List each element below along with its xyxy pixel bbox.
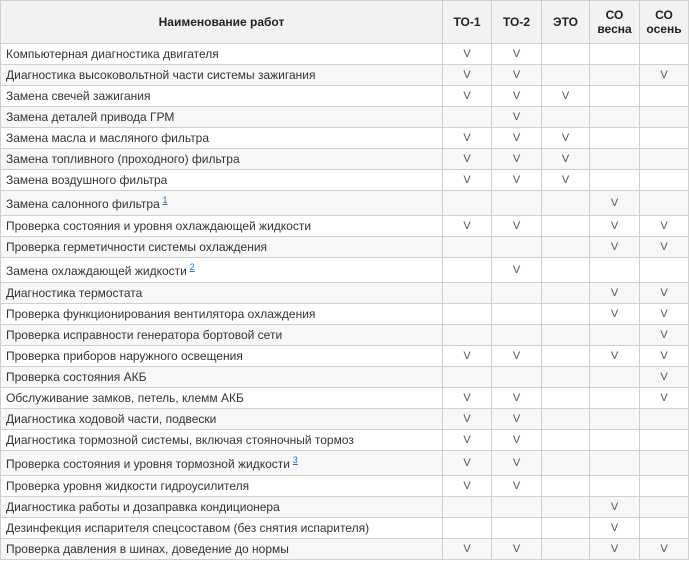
check-mark-cell: V bbox=[443, 476, 492, 497]
empty-cell bbox=[492, 367, 542, 388]
check-mark-cell: V bbox=[492, 539, 542, 560]
empty-cell bbox=[542, 191, 590, 216]
empty-cell bbox=[492, 191, 542, 216]
check-mark-cell: V bbox=[590, 497, 640, 518]
header-so-autumn: СО осень bbox=[640, 1, 689, 44]
table-row bbox=[1, 44, 689, 65]
empty-cell bbox=[590, 149, 640, 170]
empty-cell bbox=[443, 191, 492, 216]
empty-cell bbox=[443, 107, 492, 128]
work-name: Диагностика ходовой части, подвески bbox=[6, 412, 217, 426]
check-mark-cell: V bbox=[590, 346, 640, 367]
check-mark-cell: V bbox=[542, 170, 590, 191]
empty-cell bbox=[542, 476, 590, 497]
check-mark-cell: V bbox=[492, 128, 542, 149]
work-name-cell bbox=[1, 170, 443, 191]
check-mark-cell: V bbox=[542, 86, 590, 107]
check-mark-cell: V bbox=[443, 409, 492, 430]
check-mark-cell: V bbox=[443, 170, 492, 191]
check-mark-cell: V bbox=[590, 304, 640, 325]
empty-cell bbox=[492, 237, 542, 258]
check-mark-cell: V bbox=[590, 216, 640, 237]
table-row bbox=[1, 86, 689, 107]
check-mark-cell: V bbox=[640, 237, 689, 258]
check-mark-cell: V bbox=[492, 258, 542, 283]
empty-cell bbox=[590, 258, 640, 283]
work-name: Проверка герметичности системы охлаждения bbox=[6, 240, 268, 254]
empty-cell bbox=[590, 430, 640, 451]
empty-cell bbox=[640, 409, 689, 430]
table-row bbox=[1, 216, 689, 237]
empty-cell bbox=[590, 388, 640, 409]
empty-cell bbox=[640, 518, 689, 539]
header-work-name: Наименование работ bbox=[1, 1, 443, 44]
check-mark-cell: V bbox=[590, 518, 640, 539]
empty-cell bbox=[542, 283, 590, 304]
empty-cell bbox=[542, 346, 590, 367]
table-row bbox=[1, 107, 689, 128]
work-name-cell bbox=[1, 191, 443, 216]
check-mark-cell: V bbox=[443, 216, 492, 237]
check-mark-cell: V bbox=[590, 191, 640, 216]
check-mark-cell: V bbox=[590, 539, 640, 560]
table-row bbox=[1, 191, 689, 216]
check-mark-cell: V bbox=[443, 44, 492, 65]
work-name: Замена свечей зажигания bbox=[6, 89, 151, 103]
work-name-cell bbox=[1, 451, 443, 476]
empty-cell bbox=[443, 367, 492, 388]
empty-cell bbox=[590, 409, 640, 430]
header-to2: ТО-2 bbox=[492, 1, 542, 44]
table-row bbox=[1, 409, 689, 430]
table-row bbox=[1, 388, 689, 409]
empty-cell bbox=[443, 237, 492, 258]
check-mark-cell: V bbox=[492, 107, 542, 128]
empty-cell bbox=[542, 539, 590, 560]
check-mark-cell: V bbox=[443, 388, 492, 409]
table-row bbox=[1, 539, 689, 560]
work-name: Проверка исправности генератора бортовой сети bbox=[6, 328, 283, 342]
work-name-cell bbox=[1, 44, 443, 65]
empty-cell bbox=[590, 367, 640, 388]
empty-cell bbox=[542, 65, 590, 86]
check-mark-cell: V bbox=[542, 149, 590, 170]
check-mark-cell: V bbox=[492, 388, 542, 409]
work-name-cell bbox=[1, 539, 443, 560]
empty-cell bbox=[492, 518, 542, 539]
work-name: Замена салонного фильтра bbox=[6, 197, 160, 211]
empty-cell bbox=[542, 237, 590, 258]
empty-cell bbox=[542, 409, 590, 430]
empty-cell bbox=[590, 128, 640, 149]
empty-cell bbox=[590, 451, 640, 476]
check-mark-cell: V bbox=[492, 86, 542, 107]
check-mark-cell: V bbox=[640, 216, 689, 237]
empty-cell bbox=[542, 388, 590, 409]
empty-cell bbox=[443, 283, 492, 304]
empty-cell bbox=[542, 107, 590, 128]
work-name: Замена воздушного фильтра bbox=[6, 173, 168, 187]
table-row bbox=[1, 367, 689, 388]
work-name: Диагностика термостата bbox=[6, 286, 143, 300]
check-mark-cell: V bbox=[492, 44, 542, 65]
empty-cell bbox=[443, 325, 492, 346]
check-mark-cell: V bbox=[492, 346, 542, 367]
check-mark-cell: V bbox=[492, 216, 542, 237]
empty-cell bbox=[640, 476, 689, 497]
table-row bbox=[1, 518, 689, 539]
empty-cell bbox=[640, 86, 689, 107]
empty-cell bbox=[492, 304, 542, 325]
check-mark-cell: V bbox=[492, 65, 542, 86]
empty-cell bbox=[492, 497, 542, 518]
work-name-cell bbox=[1, 149, 443, 170]
work-name: Компьютерная диагностика двигателя bbox=[6, 47, 219, 61]
empty-cell bbox=[640, 107, 689, 128]
empty-cell bbox=[542, 430, 590, 451]
work-name: Проверка уровня жидкости гидроусилителя bbox=[6, 479, 250, 493]
empty-cell bbox=[443, 304, 492, 325]
check-mark-cell: V bbox=[640, 346, 689, 367]
work-name-cell bbox=[1, 304, 443, 325]
header-so-spring: СО весна bbox=[590, 1, 640, 44]
empty-cell bbox=[542, 367, 590, 388]
empty-cell bbox=[590, 86, 640, 107]
table-row bbox=[1, 237, 689, 258]
empty-cell bbox=[443, 258, 492, 283]
check-mark-cell: V bbox=[492, 451, 542, 476]
check-mark-cell: V bbox=[590, 283, 640, 304]
footnote-link[interactable]: 3 bbox=[292, 455, 298, 465]
check-mark-cell: V bbox=[443, 346, 492, 367]
header-eto: ЭТО bbox=[542, 1, 590, 44]
empty-cell bbox=[640, 497, 689, 518]
check-mark-cell: V bbox=[640, 325, 689, 346]
table-row bbox=[1, 346, 689, 367]
check-mark-cell: V bbox=[492, 170, 542, 191]
table-row bbox=[1, 170, 689, 191]
check-mark-cell: V bbox=[443, 430, 492, 451]
empty-cell bbox=[590, 65, 640, 86]
table-row bbox=[1, 258, 689, 283]
table-header-row bbox=[1, 1, 689, 44]
check-mark-cell: V bbox=[590, 237, 640, 258]
work-name-cell bbox=[1, 388, 443, 409]
table-row bbox=[1, 430, 689, 451]
empty-cell bbox=[640, 451, 689, 476]
empty-cell bbox=[542, 304, 590, 325]
work-name-cell bbox=[1, 409, 443, 430]
work-name: Проверка приборов наружного освещения bbox=[6, 349, 243, 363]
table-row bbox=[1, 283, 689, 304]
work-name: Обслуживание замков, петель, клемм АКБ bbox=[6, 391, 244, 405]
table-row bbox=[1, 476, 689, 497]
work-name: Проверка давления в шинах, доведение до нормы bbox=[6, 542, 289, 556]
check-mark-cell: V bbox=[640, 539, 689, 560]
work-name: Замена топливного (проходного) фильтра bbox=[6, 152, 240, 166]
empty-cell bbox=[590, 107, 640, 128]
empty-cell bbox=[640, 258, 689, 283]
empty-cell bbox=[590, 170, 640, 191]
work-name-cell bbox=[1, 283, 443, 304]
empty-cell bbox=[590, 476, 640, 497]
check-mark-cell: V bbox=[640, 388, 689, 409]
empty-cell bbox=[542, 325, 590, 346]
check-mark-cell: V bbox=[542, 128, 590, 149]
work-name: Проверка состояния и уровня тормозной жидкости bbox=[6, 457, 290, 471]
check-mark-cell: V bbox=[640, 367, 689, 388]
empty-cell bbox=[590, 44, 640, 65]
work-name: Диагностика тормозной системы, включая стояночный тормоз bbox=[6, 433, 354, 447]
empty-cell bbox=[542, 518, 590, 539]
work-name: Диагностика высоковольтной части системы зажигания bbox=[6, 68, 316, 82]
work-name-cell bbox=[1, 476, 443, 497]
empty-cell bbox=[443, 518, 492, 539]
empty-cell bbox=[443, 497, 492, 518]
work-name-cell bbox=[1, 497, 443, 518]
check-mark-cell: V bbox=[443, 539, 492, 560]
check-mark-cell: V bbox=[640, 65, 689, 86]
work-name: Дезинфекция испарителя спецсоставом (без снятия испарителя) bbox=[6, 521, 370, 535]
work-name: Замена охлаждающей жидкости bbox=[6, 264, 187, 278]
check-mark-cell: V bbox=[443, 128, 492, 149]
table-row bbox=[1, 451, 689, 476]
table-row bbox=[1, 304, 689, 325]
check-mark-cell: V bbox=[443, 451, 492, 476]
check-mark-cell: V bbox=[443, 65, 492, 86]
table-row bbox=[1, 497, 689, 518]
work-name: Диагностика работы и дозаправка кондиционера bbox=[6, 500, 280, 514]
check-mark-cell: V bbox=[640, 283, 689, 304]
check-mark-cell: V bbox=[443, 149, 492, 170]
check-mark-cell: V bbox=[492, 476, 542, 497]
footnote-link[interactable]: 1 bbox=[162, 195, 168, 205]
check-mark-cell: V bbox=[443, 86, 492, 107]
work-name-cell bbox=[1, 107, 443, 128]
empty-cell bbox=[542, 451, 590, 476]
work-name-cell bbox=[1, 86, 443, 107]
work-name-cell bbox=[1, 518, 443, 539]
table-row bbox=[1, 65, 689, 86]
empty-cell bbox=[492, 325, 542, 346]
empty-cell bbox=[640, 44, 689, 65]
work-name-cell bbox=[1, 367, 443, 388]
work-name-cell bbox=[1, 237, 443, 258]
footnote-link[interactable]: 2 bbox=[189, 262, 195, 272]
work-name-cell bbox=[1, 258, 443, 283]
work-name-cell bbox=[1, 430, 443, 451]
work-name-cell bbox=[1, 65, 443, 86]
empty-cell bbox=[492, 283, 542, 304]
empty-cell bbox=[640, 128, 689, 149]
check-mark-cell: V bbox=[492, 149, 542, 170]
table-row bbox=[1, 325, 689, 346]
work-name-cell bbox=[1, 325, 443, 346]
work-name-cell bbox=[1, 128, 443, 149]
work-name: Проверка состояния АКБ bbox=[6, 370, 147, 384]
table-row bbox=[1, 149, 689, 170]
table-row bbox=[1, 128, 689, 149]
work-name-cell bbox=[1, 346, 443, 367]
work-name-cell bbox=[1, 216, 443, 237]
empty-cell bbox=[640, 191, 689, 216]
work-name: Замена деталей привода ГРМ bbox=[6, 110, 175, 124]
empty-cell bbox=[542, 258, 590, 283]
empty-cell bbox=[542, 497, 590, 518]
check-mark-cell: V bbox=[492, 430, 542, 451]
work-name: Проверка состояния и уровня охлаждающей жидкости bbox=[6, 219, 312, 233]
empty-cell bbox=[590, 325, 640, 346]
empty-cell bbox=[542, 216, 590, 237]
empty-cell bbox=[640, 149, 689, 170]
header-to1: ТО-1 bbox=[443, 1, 492, 44]
check-mark-cell: V bbox=[640, 304, 689, 325]
empty-cell bbox=[640, 170, 689, 191]
table-body bbox=[1, 44, 689, 560]
empty-cell bbox=[542, 44, 590, 65]
work-name: Замена масла и масляного фильтра bbox=[6, 131, 210, 145]
work-name: Проверка функционирования вентилятора охлаждения bbox=[6, 307, 316, 321]
check-mark-cell: V bbox=[492, 409, 542, 430]
empty-cell bbox=[640, 430, 689, 451]
